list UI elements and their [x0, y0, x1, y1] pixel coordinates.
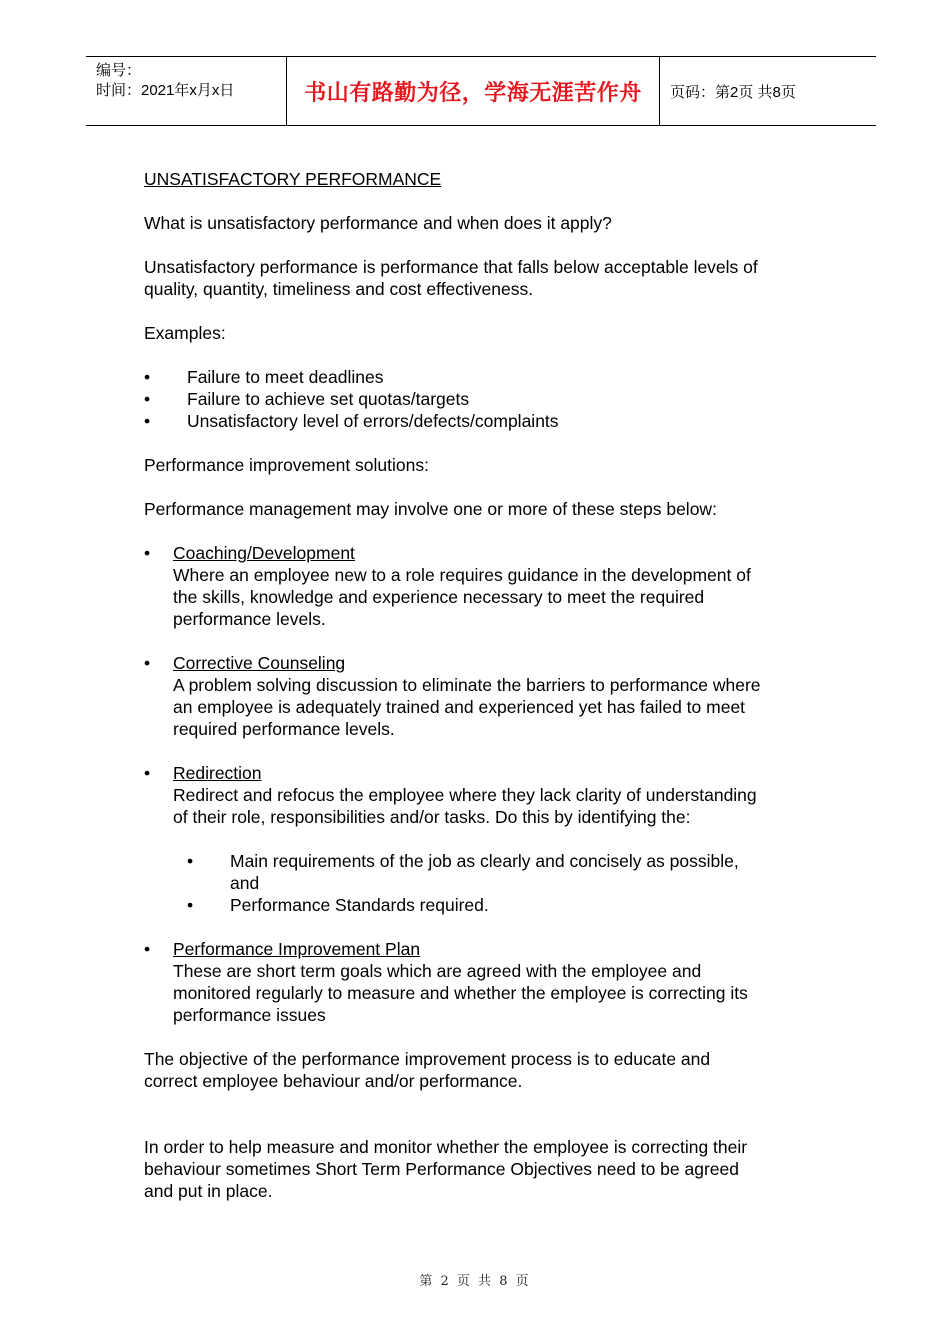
solutions-heading: Performance improvement solutions: — [144, 455, 429, 475]
examples-label: Examples: — [144, 323, 226, 343]
definition-line-1: Unsatisfactory performance is performance that falls below acceptable levels of — [144, 257, 758, 277]
page-footer: 第 2 页 共 8 页 — [419, 1274, 531, 1289]
objective-line-1: The objective of the performance improvement process is to educate and — [144, 1049, 711, 1069]
list-item: • Unsatisfactory level of errors/defects/complaints — [144, 411, 559, 431]
closing-line-1: In order to help measure and monitor whether the employee is correcting their — [144, 1137, 748, 1157]
closing-line-3: and put in place. — [144, 1181, 273, 1201]
bullet-icon: • — [144, 653, 151, 673]
bullet-icon: • — [144, 939, 151, 959]
step-item-improvement-plan: • Performance Improvement Plan These are short term goals which are agreed with the employee and monitored regularly to measure and whether the employee is correcting its performance issues — [144, 939, 748, 1025]
step-title: Performance Improvement Plan — [173, 939, 421, 959]
step-item-coaching: • Coaching/Development Where an employee new to a role requires guidance in the development of the skills, knowledge and experience necessary to meet the required performance levels. — [144, 543, 751, 629]
step-title: Redirection — [173, 763, 262, 783]
step-item-counseling: • Corrective Counseling A problem solving discussion to eliminate the barriers to performance where an employee is adequately trained and experienced yet has failed to meet required performance levels. — [144, 653, 761, 739]
header-page-label: 页码：第2页 共8页 — [670, 83, 796, 101]
bullet-icon: • — [144, 763, 151, 783]
document-body — [144, 168, 834, 1202]
bullet-icon: • — [144, 411, 151, 431]
bullet-icon: • — [144, 367, 151, 387]
objective-line-2: correct employee behaviour and/or performance. — [144, 1071, 523, 1091]
sub-list-item: • Performance Standards required. — [187, 895, 489, 915]
doc-title: UNSATISFACTORY PERFORMANCE — [144, 169, 442, 189]
header-motto: 书山有路勤为径，学海无涯苦作舟 — [287, 57, 660, 125]
doc-time-label: 时间：2021年x月x日 — [96, 82, 235, 99]
page-header — [86, 56, 876, 126]
doc-number-label: 编号： — [96, 62, 142, 79]
question-text: What is unsatisfactory performance and when does it apply? — [144, 213, 612, 233]
bullet-icon: • — [144, 543, 151, 563]
header-meta — [86, 57, 287, 125]
step-title: Corrective Counseling — [173, 653, 346, 673]
step-item-redirection: • Redirection Redirect and refocus the employee where they lack clarity of understanding of their role, responsibilities and/or tasks. Do this by identifying the: — [144, 763, 757, 827]
sub-list-item: • Main requirements of the job as clearly and concisely as possible, and — [187, 851, 739, 893]
bullet-icon: • — [144, 389, 151, 409]
list-item: • Failure to meet deadlines — [144, 367, 384, 387]
steps-intro: Performance management may involve one or more of these steps below: — [144, 499, 717, 519]
closing-line-2: behaviour sometimes Short Term Performance Objectives need to be agreed — [144, 1159, 739, 1179]
definition-line-2: quality, quantity, timeliness and cost effectiveness. — [144, 279, 534, 299]
list-item: • Failure to achieve set quotas/targets — [144, 389, 470, 409]
bullet-icon: • — [187, 895, 194, 915]
bullet-icon: • — [187, 851, 194, 871]
step-title: Coaching/Development — [173, 543, 355, 563]
